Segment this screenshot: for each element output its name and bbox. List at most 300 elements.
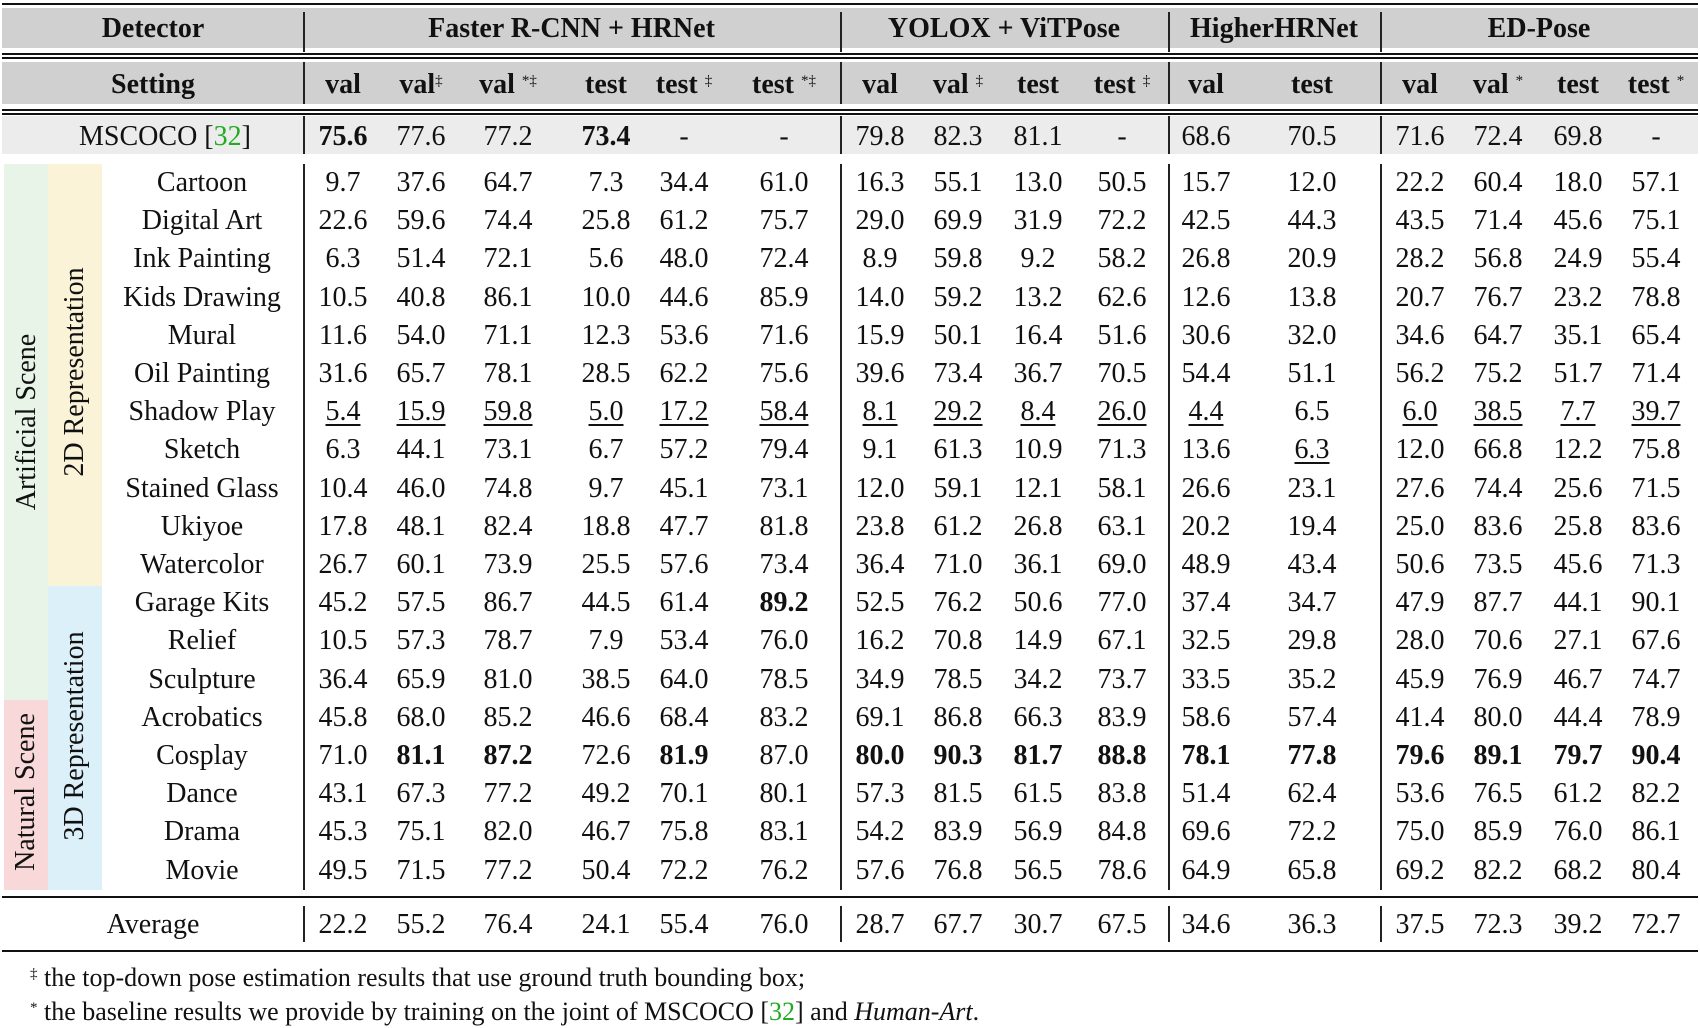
table-row-cell (838, 813, 922, 851)
table-row-cell (1164, 317, 1248, 355)
table-row-cell (1378, 164, 1462, 202)
table-row-cell (1080, 813, 1164, 851)
table-row-cell (838, 355, 922, 393)
cell-value: 55.4 (659, 909, 709, 940)
setting-text: test (1093, 69, 1143, 100)
cell-value: 88.8 (1097, 740, 1147, 771)
table-row-cell (379, 202, 463, 240)
cell-value: 28.0 (1395, 625, 1445, 657)
table-row-cell (1378, 508, 1462, 546)
cell-value: 78.5 (759, 663, 809, 695)
row-label: Relief (167, 625, 237, 657)
table-row-cell (1164, 852, 1248, 890)
table-row-cell (466, 775, 550, 813)
table-row-cell (996, 622, 1080, 660)
table-row-cell (996, 737, 1080, 775)
table-row-cell (379, 431, 463, 469)
cell-value: 6.3 (1294, 434, 1330, 466)
cell-value: 83.8 (1097, 778, 1147, 810)
table-row-cell (301, 852, 385, 890)
cell-value: 69.8 (1553, 121, 1603, 152)
cell-value: 81.9 (659, 740, 709, 771)
bottom-rule (2, 950, 1698, 952)
table-row-cell (1270, 737, 1354, 775)
table-row-cell (996, 775, 1080, 813)
row-label: Mural (167, 319, 237, 351)
cell-value: 10.5 (318, 625, 368, 657)
setting-text: test (1557, 69, 1599, 100)
table-row-cell (301, 393, 385, 431)
cell-value: 25.6 (1553, 472, 1603, 504)
cell-value: 57.6 (659, 549, 709, 580)
table-row-cell (838, 431, 922, 469)
setting-header-8 (996, 66, 1080, 104)
cell-value: 72.2 (1097, 205, 1147, 237)
column-divider (303, 62, 305, 104)
setting-header-11 (1270, 66, 1354, 104)
table-row-cell (1080, 279, 1164, 317)
table-row-cell (916, 431, 1000, 469)
table-row-cell (466, 584, 550, 622)
cell-value: 14.9 (1013, 625, 1063, 657)
cell-value: 73.5 (1473, 549, 1523, 580)
cell-value: 76.9 (1473, 663, 1523, 695)
table-row-cell (301, 355, 385, 393)
cell-value: 78.9 (1631, 701, 1681, 733)
table-row-cell (564, 852, 648, 890)
table-row-cell (838, 164, 922, 202)
cell-value: 57.1 (1631, 167, 1681, 198)
row-label: Dance (166, 778, 238, 810)
table-row-cell (1270, 813, 1354, 851)
table-row-cell (1614, 317, 1698, 355)
cell-value: 57.4 (1287, 701, 1337, 733)
table-row-cell (1536, 279, 1620, 317)
average-cell (642, 906, 726, 944)
cell-value: 83.1 (759, 816, 809, 848)
setting-text: test (585, 69, 627, 100)
cell-value: 70.6 (1473, 625, 1523, 657)
table-row-cell (838, 584, 922, 622)
setting-header-1 (379, 66, 463, 104)
cell-value: 10.4 (318, 472, 368, 504)
cell-value: 45.9 (1395, 663, 1445, 695)
cell-value: 82.3 (933, 121, 983, 152)
table-row-cell (916, 546, 1000, 584)
table-row-cell (1378, 393, 1462, 431)
setting-header-12 (1378, 66, 1462, 104)
cell-value: 26.0 (1097, 396, 1147, 428)
table-row-cell (1456, 661, 1540, 699)
table-row-cell (642, 508, 726, 546)
cell-value: 41.4 (1395, 701, 1445, 733)
cell-value: 75.1 (1631, 205, 1681, 237)
table-row-cell (1536, 202, 1620, 240)
table-row-cell (466, 393, 550, 431)
cell-value: 64.7 (1473, 319, 1523, 351)
table-row-cell (379, 240, 463, 278)
cell-value: 78.1 (1181, 740, 1231, 771)
cell-value: 45.6 (1553, 205, 1603, 237)
cell-value: 55.2 (396, 909, 446, 940)
table-row-cell (916, 202, 1000, 240)
table-row-cell (1536, 317, 1620, 355)
footnote-2-cite[interactable]: 32 (769, 997, 796, 1026)
table-row-cell (642, 661, 726, 699)
artificial-scene-label: Artificial Scene (11, 333, 42, 511)
table-row-cell (838, 470, 922, 508)
cell-value: 83.9 (933, 816, 983, 848)
column-divider (840, 62, 842, 104)
setting-header-15 (1614, 66, 1698, 104)
cell-value: 6.3 (325, 434, 361, 466)
footnote-2-end: . (972, 997, 980, 1026)
cell-value: 50.6 (1013, 587, 1063, 619)
cell-value: 9.7 (588, 472, 624, 504)
cell-value: 54.2 (855, 816, 905, 848)
table-row-cell (742, 355, 826, 393)
row-label: Ink Painting (133, 243, 271, 275)
table-row-cell (742, 431, 826, 469)
table-row-cell (564, 279, 648, 317)
table-row-cell (1164, 431, 1248, 469)
cell-value: 23.8 (855, 510, 905, 542)
cell-value: 80.1 (759, 778, 809, 810)
table-row-cell (379, 737, 463, 775)
cell-value: 51.7 (1553, 358, 1603, 389)
table-row-cell (1378, 431, 1462, 469)
setting-text: test (752, 69, 801, 100)
table-row-cell (1456, 699, 1540, 737)
cell-value: 76.2 (759, 854, 809, 886)
cell-value: 72.2 (1287, 816, 1337, 848)
cell-value: 6.0 (1402, 396, 1438, 428)
cell-value: 8.4 (1020, 396, 1056, 428)
cell-value: 6.3 (325, 243, 361, 275)
average-cell (564, 906, 648, 944)
cell-value: 29.8 (1287, 625, 1337, 657)
cell-value: 44.4 (1553, 701, 1603, 733)
setting-header-0 (301, 66, 385, 104)
table-row-cell (466, 508, 550, 546)
table-row-cell (466, 546, 550, 584)
table-row-cell (1080, 470, 1164, 508)
cell-value: 44.3 (1287, 205, 1337, 237)
setting-text: test (1017, 69, 1059, 100)
cell-value: 67.7 (933, 909, 983, 940)
table-row-cell (1456, 470, 1540, 508)
cell-value: 45.8 (318, 701, 368, 733)
table-row-cell (838, 279, 922, 317)
cell-value: 77.8 (1287, 740, 1337, 771)
table-row-cell (742, 393, 826, 431)
cell-value: 67.6 (1631, 625, 1681, 657)
cell-value: 31.9 (1013, 205, 1063, 237)
table-row-cell (1164, 699, 1248, 737)
table-row-cell (1536, 661, 1620, 699)
cell-value: 26.6 (1181, 472, 1231, 504)
cell-value: 50.5 (1097, 167, 1147, 198)
cell-value: 48.1 (396, 510, 446, 542)
setting-text: test (1627, 69, 1677, 100)
table-row-cell (1270, 393, 1354, 431)
cell-value: 38.5 (581, 663, 631, 695)
cell-value: 78.8 (1631, 281, 1681, 313)
cell-value: 71.1 (483, 319, 533, 351)
cell-value: 25.8 (581, 205, 631, 237)
cell-value: 53.6 (1395, 778, 1445, 810)
cell-value: 43.1 (318, 778, 368, 810)
cell-value: 76.4 (483, 909, 533, 940)
table-row-cell (642, 470, 726, 508)
table-row-cell (379, 584, 463, 622)
cell-value: 32.0 (1287, 319, 1337, 351)
table-row-cell (742, 737, 826, 775)
cell-value: 81.1 (1013, 121, 1063, 152)
cell-value: 33.5 (1181, 663, 1231, 695)
table-row-cell (1536, 775, 1620, 813)
table-row-cell (564, 355, 648, 393)
table-row-cell (1080, 393, 1164, 431)
table-row-cell (301, 202, 385, 240)
table-row-cell (379, 813, 463, 851)
mscoco-cell (1080, 118, 1164, 156)
table-row-cell (996, 508, 1080, 546)
table-row-cell (1080, 775, 1164, 813)
header-rule-4 (2, 113, 1698, 115)
cell-value: 59.1 (933, 472, 983, 504)
cell-value: 17.2 (659, 396, 709, 428)
average-cell (1270, 906, 1354, 944)
cell-value: 87.7 (1473, 587, 1523, 619)
cell-value: 16.4 (1013, 319, 1063, 351)
cell-value: 79.6 (1395, 740, 1445, 771)
cell-value: 72.4 (1473, 121, 1523, 152)
cell-value: 73.4 (759, 549, 809, 580)
cell-value: 9.1 (862, 434, 898, 466)
table-row-cell (642, 202, 726, 240)
cell-value: 6.5 (1294, 396, 1330, 428)
table-row-cell (1080, 584, 1164, 622)
table-row-cell (1378, 470, 1462, 508)
mscoco-cell (1456, 118, 1540, 156)
cell-value: 79.4 (759, 434, 809, 466)
table-row-cell (838, 622, 922, 660)
cell-value: 70.5 (1287, 121, 1337, 152)
cell-value: 74.7 (1631, 663, 1681, 695)
table-row-cell (1614, 852, 1698, 890)
cell-value: 51.1 (1287, 358, 1337, 389)
table-row-cell (642, 737, 726, 775)
cell-value: 79.7 (1553, 740, 1603, 771)
table-row-cell (996, 661, 1080, 699)
cell-value: 71.4 (1631, 358, 1681, 389)
cell-value: 27.1 (1553, 625, 1603, 657)
footnote-1 (30, 962, 805, 994)
mscoco-cell (916, 118, 1000, 156)
cell-value: 75.1 (396, 816, 446, 848)
cell-value: - (1117, 121, 1127, 152)
table-row-cell (301, 431, 385, 469)
table-row-cell (838, 240, 922, 278)
table-row-cell (301, 737, 385, 775)
table-row-cell (1614, 699, 1698, 737)
setting-header-4 (642, 66, 726, 104)
table-row-cell (1614, 470, 1698, 508)
top-rule (2, 3, 1698, 5)
cell-value: 58.6 (1181, 701, 1231, 733)
setting-sup: ‡ (975, 73, 984, 89)
table-row-cell (1614, 202, 1698, 240)
cell-value: 12.2 (1553, 434, 1603, 466)
table-row-cell (466, 279, 550, 317)
table-row-cell (1378, 737, 1462, 775)
mscoco-cell (996, 118, 1080, 156)
table-row-cell (379, 622, 463, 660)
cell-value: 56.5 (1013, 854, 1063, 886)
table-row-cell (1378, 813, 1462, 851)
table-row-cell (642, 852, 726, 890)
setting-text: val (399, 69, 436, 100)
table-row-cell (379, 279, 463, 317)
cell-value: 56.8 (1473, 243, 1523, 275)
cell-value: 40.8 (396, 281, 446, 313)
cell-value: 48.9 (1181, 549, 1231, 580)
table-row-cell (742, 317, 826, 355)
table-row-cell (1080, 546, 1164, 584)
cell-value: 69.6 (1181, 816, 1231, 848)
cell-value: 36.4 (855, 549, 905, 580)
table-row-cell (838, 737, 922, 775)
cell-value: 76.7 (1473, 281, 1523, 313)
setting-header-13 (1456, 66, 1540, 104)
row-label: Sketch (163, 434, 241, 466)
table-row-cell (996, 813, 1080, 851)
table-row-cell (1164, 279, 1248, 317)
setting-header: Setting (111, 69, 195, 100)
setting-header-14 (1536, 66, 1620, 104)
cell-value: 25.8 (1553, 510, 1603, 542)
cell-value: 75.6 (318, 121, 368, 152)
table-row-cell (742, 164, 826, 202)
mscoco-cell (838, 118, 922, 156)
table-row-cell (1378, 279, 1462, 317)
cell-value: 42.5 (1181, 205, 1231, 237)
table-row-cell (466, 202, 550, 240)
table-row-cell (642, 431, 726, 469)
cell-value: 20.7 (1395, 281, 1445, 313)
cell-value: 78.5 (933, 663, 983, 695)
table-row-cell (916, 355, 1000, 393)
cell-value: 36.4 (318, 663, 368, 695)
cell-value: 11.6 (319, 319, 367, 351)
cell-value: 67.1 (1097, 625, 1147, 657)
cell-value: 49.5 (318, 854, 368, 886)
table-row-cell (1080, 202, 1164, 240)
average-cell (838, 906, 922, 944)
cell-value: 89.2 (759, 587, 809, 619)
table-row-cell (1614, 393, 1698, 431)
table-row-cell (996, 470, 1080, 508)
table-row-cell (1080, 355, 1164, 393)
mscoco-cell (564, 118, 648, 156)
cell-value: 77.2 (483, 778, 533, 810)
cell-value: 46.6 (581, 701, 631, 733)
cell-value: 44.1 (396, 434, 446, 466)
cell-value: 34.6 (1395, 319, 1445, 351)
cell-value: 55.1 (933, 167, 983, 198)
mscoco-cite[interactable]: 32 (213, 121, 242, 152)
cell-value: 27.6 (1395, 472, 1445, 504)
table-row-cell (1378, 546, 1462, 584)
average-cell (1378, 906, 1462, 944)
cell-value: 45.6 (1553, 549, 1603, 580)
cell-value: 53.4 (659, 625, 709, 657)
table-row-cell (742, 584, 826, 622)
average-rule (2, 896, 1698, 898)
cell-value: 23.1 (1287, 472, 1337, 504)
cell-value: 64.9 (1181, 854, 1231, 886)
table-row-cell (1378, 622, 1462, 660)
table-row-cell (1536, 240, 1620, 278)
cell-value: 51.4 (396, 243, 446, 275)
footnote-2-symbol: * (30, 1000, 38, 1016)
cell-value: 30.6 (1181, 319, 1231, 351)
cell-value: 39.7 (1631, 396, 1681, 428)
cell-value: 50.4 (581, 854, 631, 886)
cell-value: 76.0 (1553, 816, 1603, 848)
cell-value: 34.6 (1181, 909, 1231, 940)
cell-value: 71.0 (318, 740, 368, 771)
cell-value: 62.2 (659, 358, 709, 389)
table-row-cell (301, 508, 385, 546)
setting-header-6 (838, 66, 922, 104)
table-row-cell (1270, 202, 1354, 240)
table-row-cell (642, 393, 726, 431)
table-row-cell (1270, 584, 1354, 622)
setting-header-5 (742, 66, 826, 104)
setting-text: val (1188, 69, 1224, 100)
table-row-cell (742, 470, 826, 508)
cell-value: 61.2 (659, 205, 709, 237)
cell-value: 76.0 (759, 909, 809, 940)
row-label: Kids Drawing (123, 281, 281, 313)
table-row-cell (301, 470, 385, 508)
table-row-cell (1164, 164, 1248, 202)
table-row-cell (1080, 661, 1164, 699)
table-row-cell (1164, 202, 1248, 240)
table-row-cell (838, 546, 922, 584)
table-row-cell (742, 699, 826, 737)
cell-value: 72.4 (759, 243, 809, 275)
table-row-cell (1456, 737, 1540, 775)
cell-value: 73.1 (759, 472, 809, 504)
table-row-cell (996, 317, 1080, 355)
table-row-cell (379, 355, 463, 393)
cell-value: 76.2 (933, 587, 983, 619)
table-row-cell (1614, 164, 1698, 202)
table-row-cell (1378, 317, 1462, 355)
table-row-cell (742, 508, 826, 546)
table-row-cell (564, 317, 648, 355)
table-row-cell (742, 852, 826, 890)
cell-value: 12.1 (1013, 472, 1063, 504)
cell-value: 44.5 (581, 587, 631, 619)
table-row-cell (642, 699, 726, 737)
table-row-cell (1536, 393, 1620, 431)
table-row-cell (1080, 164, 1164, 202)
mscoco-cell (301, 118, 385, 156)
